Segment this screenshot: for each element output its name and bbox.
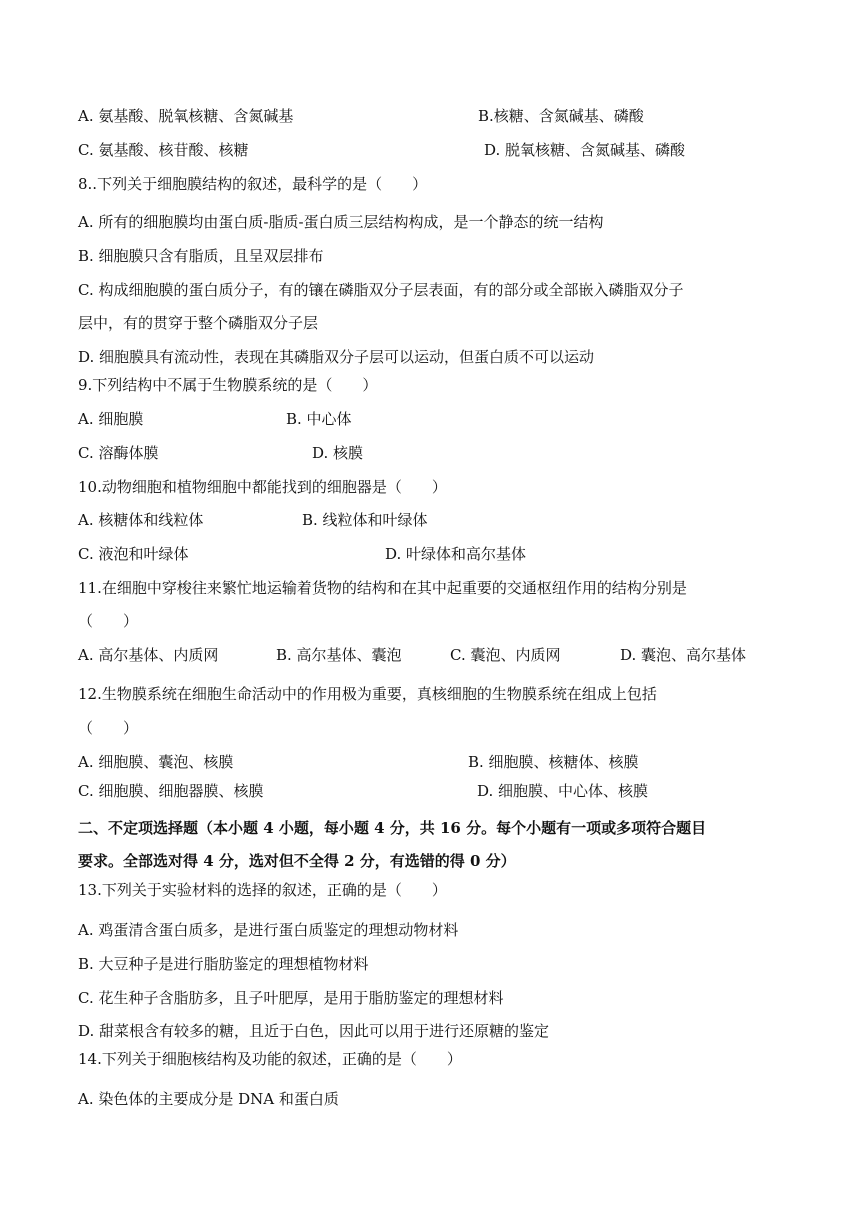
section-heading-line1: 二、不定项选择题（本小题 4 小题，每小题 4 分，共 16 分。每个小题有一项或多项符合题目 <box>78 819 707 837</box>
q9-option-d: D. 核膜 <box>312 444 364 462</box>
q13-stem: 13.下列关于实验材料的选择的叙述，正确的是（ ） <box>78 881 447 899</box>
q7-option-c: C. 氨基酸、核苷酸、核糖 <box>78 141 249 159</box>
q13-option-a: A. 鸡蛋清含蛋白质多，是进行蛋白质鉴定的理想动物材料 <box>78 921 459 939</box>
q8-option-b: B. 细胞膜只含有脂质，且呈双层排布 <box>78 247 324 265</box>
q14-option-a: A. 染色体的主要成分是 DNA 和蛋白质 <box>78 1090 339 1108</box>
q11-option-a: A. 高尔基体、内质网 <box>78 646 219 664</box>
q8-stem: 8..下列关于细胞膜结构的叙述，最科学的是（ ） <box>78 175 428 193</box>
q8-option-c-line1: C. 构成细胞膜的蛋白质分子，有的镶在磷脂双分子层表面，有的部分或全部嵌入磷脂双分子 <box>78 281 684 299</box>
q12-option-d: D. 细胞膜、中心体、核膜 <box>477 782 649 800</box>
q10-option-b: B. 线粒体和叶绿体 <box>302 511 428 529</box>
q8-option-d: D. 细胞膜具有流动性，表现在其磷脂双分子层可以运动，但蛋白质不可以运动 <box>78 348 595 366</box>
q11-stem-line1: 11.在细胞中穿梭往来繁忙地运输着货物的结构和在其中起重要的交通枢纽作用的结构分别是 <box>78 579 687 597</box>
q9-option-a: A. 细胞膜 <box>78 410 144 428</box>
q8-option-a: A. 所有的细胞膜均由蛋白质-脂质-蛋白质三层结构构成，是一个静态的统一结构 <box>78 213 604 231</box>
q13-option-c: C. 花生种子含脂肪多，且子叶肥厚，是用于脂肪鉴定的理想材料 <box>78 989 504 1007</box>
q10-option-c: C. 液泡和叶绿体 <box>78 545 189 563</box>
q10-option-d: D. 叶绿体和高尔基体 <box>385 545 527 563</box>
q14-stem: 14.下列关于细胞核结构及功能的叙述，正确的是（ ） <box>78 1050 462 1068</box>
q11-option-c: C. 囊泡、内质网 <box>450 646 561 664</box>
q10-stem: 10.动物细胞和植物细胞中都能找到的细胞器是（ ） <box>78 478 447 496</box>
q13-option-b: B. 大豆种子是进行脂肪鉴定的理想植物材料 <box>78 955 369 973</box>
q11-option-d: D. 囊泡、高尔基体 <box>620 646 747 664</box>
q9-option-c: C. 溶酶体膜 <box>78 444 159 462</box>
q11-stem-line2: （ ） <box>78 612 139 630</box>
q10-option-a: A. 核糖体和线粒体 <box>78 511 204 529</box>
q8-option-c-line2: 层中，有的贯穿于整个磷脂双分子层 <box>78 314 319 332</box>
q7-option-a: A. 氨基酸、脱氧核糖、含氮碱基 <box>78 107 294 125</box>
q11-option-b: B. 高尔基体、囊泡 <box>276 646 402 664</box>
q12-option-b: B. 细胞膜、核糖体、核膜 <box>468 753 639 771</box>
q12-option-c: C. 细胞膜、细胞器膜、核膜 <box>78 782 264 800</box>
q7-option-d: D. 脱氧核糖、含氮碱基、磷酸 <box>484 141 686 159</box>
q9-stem: 9.下列结构中不属于生物膜系统的是（ ） <box>78 376 378 394</box>
q12-stem-line1: 12.生物膜系统在细胞生命活动中的作用极为重要，真核细胞的生物膜系统在组成上包括 <box>78 685 657 703</box>
q12-option-a: A. 细胞膜、囊泡、核膜 <box>78 753 234 771</box>
q12-stem-line2: （ ） <box>78 719 139 737</box>
q9-option-b: B. 中心体 <box>286 410 352 428</box>
q7-option-b: B.核糖、含氮碱基、磷酸 <box>478 107 644 125</box>
section-heading-line2: 要求。全部选对得 4 分，选对但不全得 2 分，有选错的得 0 分） <box>78 852 516 870</box>
q13-option-d: D. 甜菜根含有较多的糖，且近于白色，因此可以用于进行还原糖的鉴定 <box>78 1022 550 1040</box>
